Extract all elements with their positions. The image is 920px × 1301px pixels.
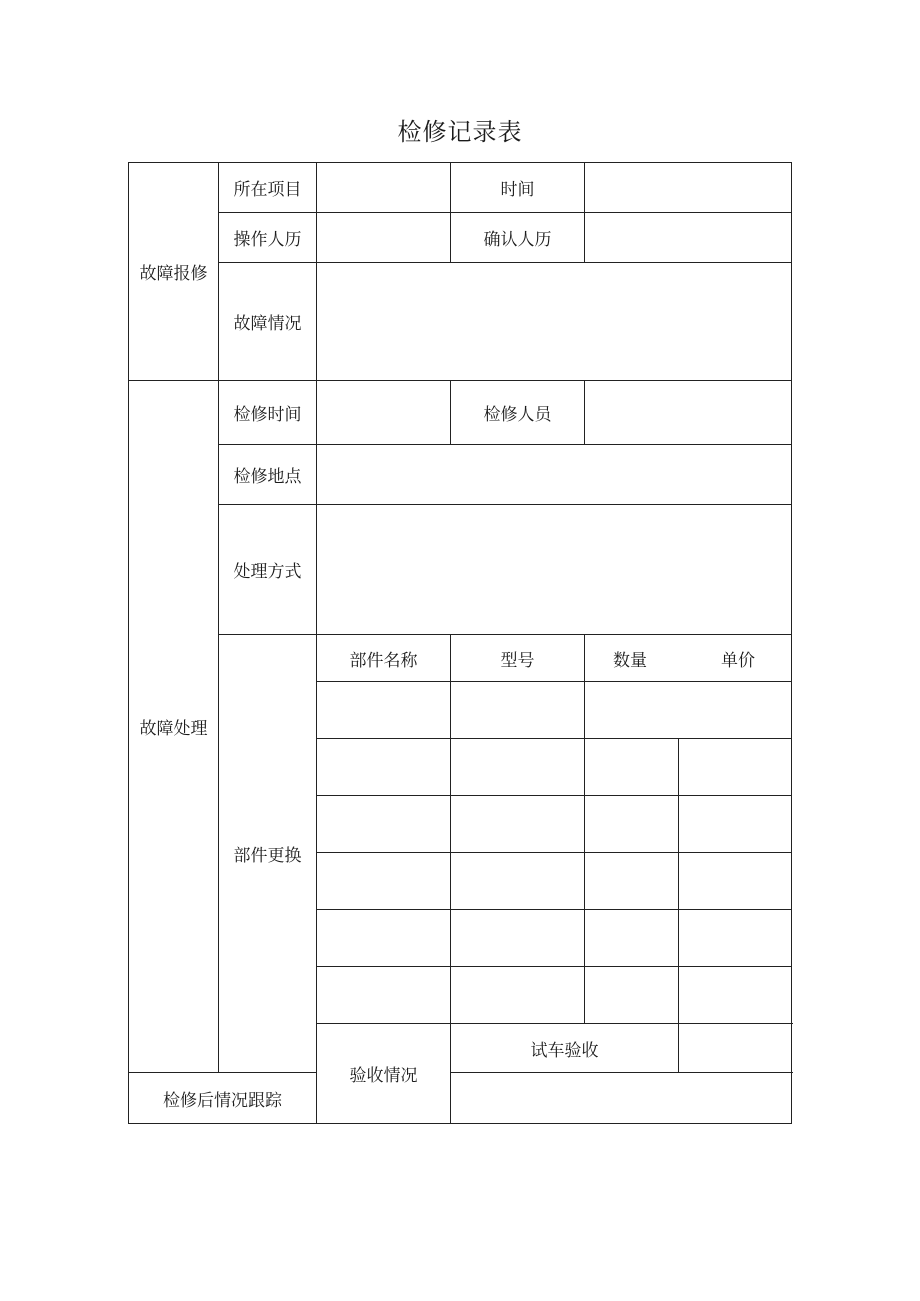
situation-field[interactable] (317, 263, 792, 381)
confirmer-field[interactable] (585, 213, 792, 263)
part-price-cell[interactable] (679, 853, 792, 910)
part-price-cell[interactable] (679, 910, 792, 967)
trial-label: 试车验收 (451, 1024, 679, 1073)
part-quantity-cell[interactable] (585, 910, 679, 967)
section-label-handling: 故障处理 (129, 381, 219, 1073)
parts-header-price: 单价 (721, 650, 755, 671)
location-label: 检修地点 (219, 445, 317, 505)
acceptance-row-tracking (129, 1073, 792, 1124)
section-label-report: 故障报修 (129, 163, 219, 381)
part-name-cell[interactable] (317, 739, 451, 796)
part-name-cell[interactable] (317, 967, 451, 1024)
confirmer-label: 确认人历 (451, 213, 585, 263)
location-field[interactable] (317, 445, 792, 505)
tracking-label: 检修后情况跟踪 (129, 1073, 317, 1124)
part-model-cell[interactable] (451, 910, 585, 967)
project-label: 所在项目 (219, 163, 317, 213)
part-quantity-cell[interactable] (585, 853, 679, 910)
handling-row-location (129, 445, 792, 505)
repair-time-label: 检修时间 (219, 381, 317, 445)
operator-field[interactable] (317, 213, 451, 263)
part-model-cell[interactable] (451, 967, 585, 1024)
parts-header-name: 部件名称 (317, 635, 451, 682)
method-field[interactable] (317, 505, 792, 635)
report-row-project (129, 163, 792, 213)
page-title: 检修记录表 (397, 118, 523, 146)
time-field[interactable] (585, 163, 792, 213)
part-quantity-cell[interactable] (585, 967, 679, 1024)
parts-header-row (129, 635, 792, 682)
part-name-cell[interactable] (317, 853, 451, 910)
parts-header-quantity: 数量 (613, 650, 647, 671)
trial-field[interactable] (679, 1024, 792, 1073)
time-label: 时间 (451, 163, 585, 213)
report-row-situation (129, 263, 792, 381)
repair-time-field[interactable] (317, 381, 451, 445)
tracking-field[interactable] (451, 1073, 792, 1124)
operator-label: 操作人历 (219, 213, 317, 263)
part-name-cell[interactable] (317, 796, 451, 853)
parts-header-qty-price (585, 635, 792, 682)
part-model-cell[interactable] (451, 739, 585, 796)
part-qty-price-cell[interactable] (585, 682, 792, 739)
repair-staff-field[interactable] (585, 381, 792, 445)
situation-label: 故障情况 (219, 263, 317, 381)
handling-row-method (129, 505, 792, 635)
part-model-cell[interactable] (451, 682, 585, 739)
project-field[interactable] (317, 163, 451, 213)
part-quantity-cell[interactable] (585, 739, 679, 796)
part-price-cell[interactable] (679, 967, 792, 1024)
parts-label: 部件更换 (219, 635, 317, 1073)
repair-record-table (128, 162, 792, 1124)
section-label-acceptance: 验收情况 (317, 1024, 451, 1124)
part-quantity-cell[interactable] (585, 796, 679, 853)
part-name-cell[interactable] (317, 910, 451, 967)
report-row-operator (129, 213, 792, 263)
parts-header-model: 型号 (451, 635, 585, 682)
part-model-cell[interactable] (451, 796, 585, 853)
part-price-cell[interactable] (679, 796, 792, 853)
part-name-cell[interactable] (317, 682, 451, 739)
handling-row-time (129, 381, 792, 445)
method-label: 处理方式 (219, 505, 317, 635)
part-price-cell[interactable] (679, 739, 792, 796)
part-model-cell[interactable] (451, 853, 585, 910)
repair-staff-label: 检修人员 (451, 381, 585, 445)
